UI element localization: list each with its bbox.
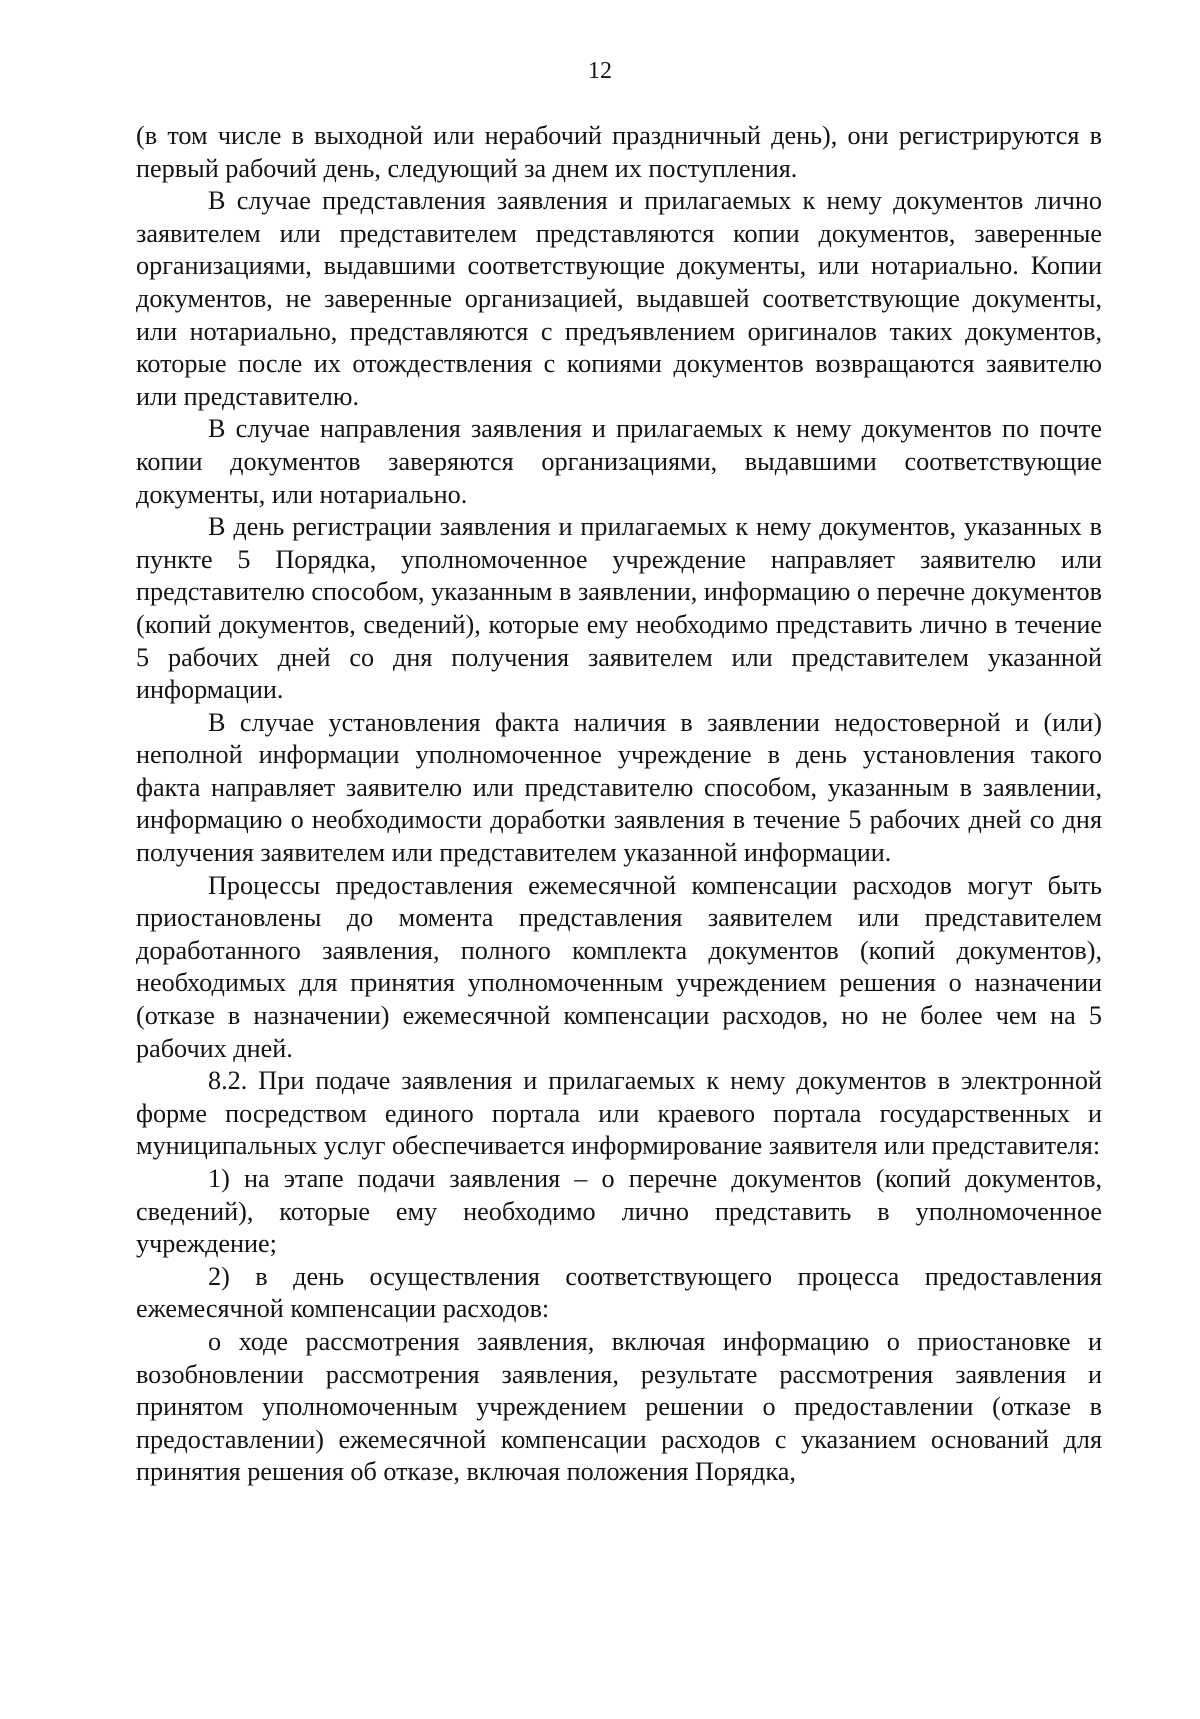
paragraph-registration-day: В день регистрации заявления и прилагаемых к нему документов, указанных в пункте 5 Порядка, уполномоченное учреждение направляет заявителю или представителю способом, указанным в заявлении, информацию о перечне документов (копий документов, сведений), которые ему необходимо представить лично в течение 5 рабочих дней со дня получения заявителем или представителем указанной информации.	[136, 512, 1102, 705]
paragraph-continuation: (в том числе в выходной или нерабочий праздничный день), они регистрируются в первый рабочий день, следующий за днем их поступления.	[136, 121, 1102, 183]
page-number: 12	[588, 58, 612, 84]
paragraph-clause-8-2: 8.2. При подаче заявления и прилагаемых к нему документов в электронной форме посредством единого портала или краевого портала государственных и муниципальных услуг обеспечивается информирование заявителя или представителя:	[136, 1066, 1102, 1161]
paragraph-incomplete-information: В случае установления факта наличия в заявлении недостоверной и (или) неполной информации уполномоченное учреждение в день установления такого факта направляет заявителю или представителю способом, указанным в заявлении, информацию о необходимости доработки заявления в течение 5 рабочих дней со дня получения заявителем или представителем указанной информации.	[136, 707, 1102, 868]
paragraph-item-2: 2) в день осуществления соответствующего процесса предоставления ежемесячной компенсации расходов:	[136, 1261, 1102, 1324]
paragraph-item-1: 1) на этапе подачи заявления – о перечне документов (копий документов, сведений), которые ему необходимо лично представить в уполномоченное учреждение;	[136, 1164, 1102, 1259]
paragraph-personal-submission: В случае представления заявления и прилагаемых к нему документов лично заявителем или представителем представляются копии документов, заверенные организациями, выдавшими соответствующие документы, или нотариально. Копии документов, не заверенные организацией, выдавшей соответствующие документы, или нотариально, представляются с предъявлением оригиналов таких документов, которые после их отождествления с копиями документов возвращаются заявителю или представителю.	[136, 186, 1102, 411]
paragraph-postal-submission: В случае направления заявления и прилагаемых к нему документов по почте копии документов заверяются организациями, выдавшими соответствующие документы, или нотариально.	[136, 414, 1102, 509]
document-body	[136, 120, 1102, 1489]
paragraph-review-progress: о ходе рассмотрения заявления, включая информацию о приостановке и возобновлении рассмотрения заявления, результате рассмотрения заявления и принятом уполномоченным учреждением решении о предоставлении (отказе в предоставлении) ежемесячной компенсации расходов с указанием оснований для принятия решения об отказе, включая положения Порядка,	[136, 1326, 1102, 1487]
paragraph-suspension: Процессы предоставления ежемесячной компенсации расходов могут быть приостановлены до момента представления заявителем или представителем доработанного заявления, полного комплекта документов (копий документов), необходимых для принятия уполномоченным учреждением решения о назначении (отказе в назначении) ежемесячной компенсации расходов, но не более чем на 5 рабочих дней.	[136, 870, 1102, 1063]
